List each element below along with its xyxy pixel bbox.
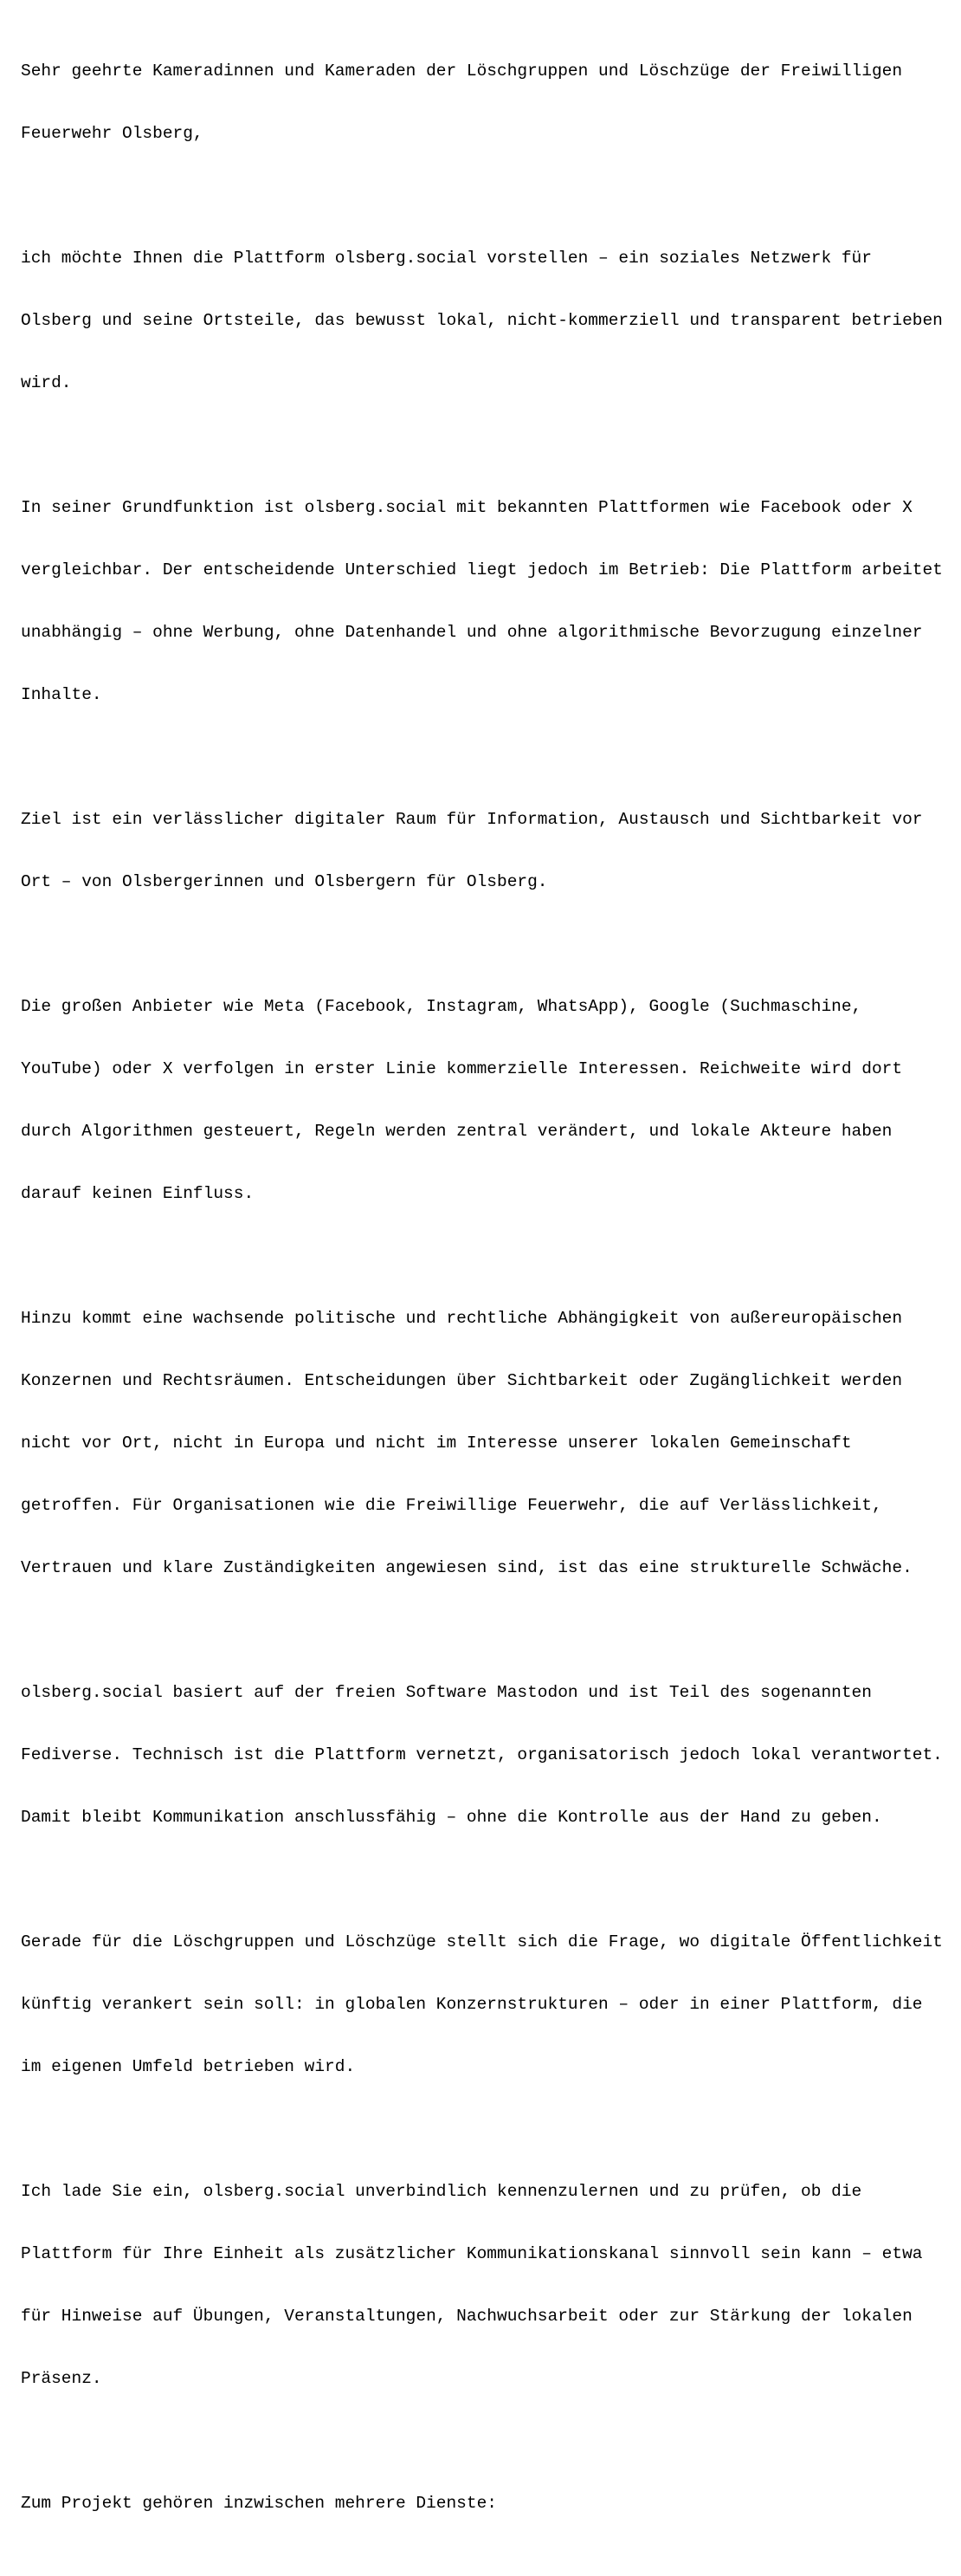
text-line: Ziel ist ein verlässlicher digitaler Raum für Information, Austausch und Sichtbarkeit vor	[21, 810, 923, 829]
text-line: Konzernen und Rechtsräumen. Entscheidungen über Sichtbarkeit oder Zugänglichkeit werden	[21, 1371, 903, 1390]
text-line: künftig verankert sein soll: in globalen Konzernstrukturen – oder in einer Plattform, die	[21, 1995, 923, 2014]
paragraph-abhaengigkeit	[21, 1266, 956, 1620]
text-line: Zum Projekt gehören inzwischen mehrere Dienste:	[21, 2494, 497, 2513]
text-line: Gerade für die Löschgruppen und Löschzüge stellt sich die Frage, wo digitale Öffentlichkeit	[21, 1932, 943, 1951]
text-line: Fediverse. Technisch ist die Plattform vernetzt, organisatorisch jedoch lokal verantwortet.	[21, 1745, 943, 1764]
text-line: wird.	[21, 373, 72, 392]
text-line: Ich lade Sie ein, olsberg.social unverbindlich kennenzulernen und zu prüfen, ob die	[21, 2182, 862, 2201]
paragraph-mastodon	[21, 1641, 956, 1869]
text-line: Inhalte.	[21, 685, 102, 704]
text-line: für Hinweise auf Übungen, Veranstaltungen, Nachwuchsarbeit oder zur Stärkung der lokalen	[21, 2307, 913, 2326]
text-line: darauf keinen Einfluss.	[21, 1184, 255, 1203]
text-line: Olsberg und seine Ortsteile, das bewusst lokal, nicht-kommerziell und transparent betrieben	[21, 311, 943, 330]
text-line: durch Algorithmen gesteuert, Regeln werden zentral verändert, und lokale Akteure haben	[21, 1122, 893, 1141]
paragraph-loeschgruppen	[21, 1890, 956, 2119]
text-line: Die großen Anbieter wie Meta (Facebook, Instagram, WhatsApp), Google (Suchmaschine,	[21, 997, 862, 1016]
letter-body	[21, 19, 956, 2576]
text-line: Sehr geehrte Kameradinnen und Kameraden der Löschgruppen und Löschzüge der Freiwilligen	[21, 61, 903, 81]
paragraph-ziel	[21, 767, 956, 934]
text-line: im eigenen Umfeld betrieben wird.	[21, 2057, 356, 2076]
paragraph-einladung	[21, 2139, 956, 2430]
paragraph-grundfunktion	[21, 456, 956, 747]
text-line: Plattform für Ihre Einheit als zusätzlicher Kommunikationskanal sinnvoll sein kann – etwa	[21, 2244, 923, 2263]
text-line: unabhängig – ohne Werbung, ohne Datenhandel und ohne algorithmische Bevorzugung einzelner	[21, 623, 923, 642]
text-line: In seiner Grundfunktion ist olsberg.social mit bekannten Plattformen wie Facebook oder X	[21, 498, 913, 517]
paragraph-intro	[21, 206, 956, 435]
text-line: vergleichbar. Der entscheidende Unterschied liegt jedoch im Betrieb: Die Plattform arbeitet	[21, 560, 943, 579]
text-line: olsberg.social basiert auf der freien Software Mastodon und ist Teil des sogenannten	[21, 1683, 872, 1702]
text-line: Ort – von Olsbergerinnen und Olsbergern für Olsberg.	[21, 872, 548, 891]
text-line: Präsenz.	[21, 2369, 102, 2388]
text-line: Hinzu kommt eine wachsende politische und rechtliche Abhängigkeit von außereuropäischen	[21, 1309, 903, 1328]
text-line: nicht vor Ort, nicht in Europa und nicht im Interesse unserer lokalen Gemeinschaft	[21, 1434, 852, 1453]
paragraph-grosse-anbieter	[21, 955, 956, 1246]
paragraph-salutation	[21, 19, 956, 185]
paragraph-dienste	[21, 2451, 956, 2555]
text-line: YouTube) oder X verfolgen in erster Linie kommerzielle Interessen. Reichweite wird dort	[21, 1059, 903, 1078]
text-line: ich möchte Ihnen die Plattform olsberg.social vorstellen – ein soziales Netzwerk für	[21, 249, 872, 268]
text-line: Vertrauen und klare Zuständigkeiten angewiesen sind, ist das eine strukturelle Schwäche.	[21, 1558, 913, 1577]
text-line: getroffen. Für Organisationen wie die Freiwillige Feuerwehr, die auf Verlässlichkeit,	[21, 1496, 882, 1515]
text-line: Feuerwehr Olsberg,	[21, 124, 203, 143]
text-line: Damit bleibt Kommunikation anschlussfähig – ohne die Kontrolle aus der Hand zu geben.	[21, 1808, 882, 1827]
